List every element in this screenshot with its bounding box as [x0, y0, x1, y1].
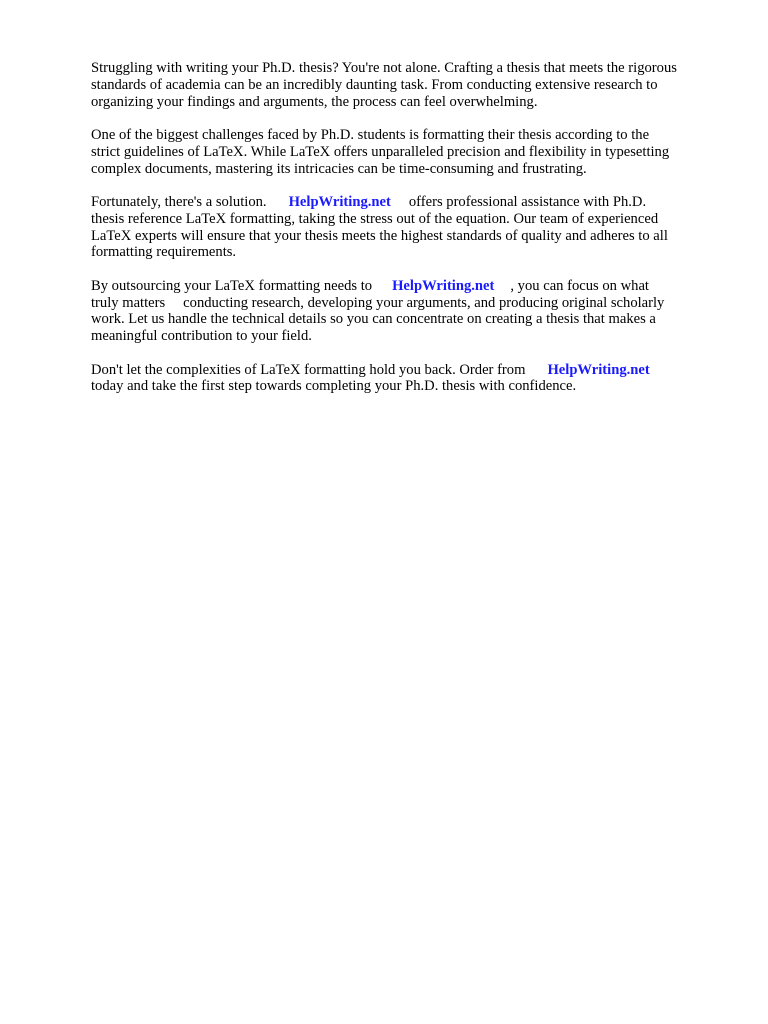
- paragraph-line: today and take the first step towards completing your Ph.D. thesis with confidence.: [91, 378, 577, 395]
- paragraph-line: LaTeX experts will ensure that your thesis meets the highest standards of quality and adheres to all: [91, 227, 668, 244]
- paragraph-line: Struggling with writing your Ph.D. thesis? You're not alone. Crafting a thesis that meets the rigorous: [91, 60, 677, 76]
- paragraph-line: formatting requirements.: [91, 244, 237, 261]
- text-segment: offers professional assistance with Ph.D.: [408, 193, 647, 210]
- text-segment: conducting research, developing your arguments, and producing original scholarly: [183, 294, 665, 311]
- paragraph-solution: [91, 194, 711, 261]
- paragraph-line: thesis reference LaTeX formatting, taking the stress out of the equation. Our team of experienced: [91, 210, 659, 227]
- paragraph-line: [91, 295, 711, 312]
- paragraph-line: organizing your findings and arguments, the process can feel overwhelming.: [91, 93, 538, 110]
- paragraph-line: strict guidelines of LaTeX. While LaTeX offers unparalleled precision and flexibility in typesetting: [91, 143, 670, 160]
- paragraph-line: standards of academia can be an incredibly daunting task. From conducting extensive research to: [91, 76, 658, 93]
- paragraph-line: [91, 194, 711, 211]
- text-segment: Fortunately, there's a solution.: [91, 193, 267, 210]
- paragraph-line: [91, 278, 711, 295]
- paragraph-line: meaningful contribution to your field.: [91, 328, 312, 345]
- paragraph-line: [91, 362, 711, 379]
- paragraph-line: work. Let us handle the technical details so you can concentrate on creating a thesis that makes a: [91, 311, 656, 328]
- text-segment: Don't let the complexities of LaTeX formatting hold you back. Order from: [91, 361, 526, 378]
- text-segment: truly matters: [91, 294, 166, 311]
- helpwriting-link[interactable]: HelpWriting.net: [547, 361, 650, 378]
- paragraph-call-to-action: [91, 362, 711, 396]
- paragraph-line: One of the biggest challenges faced by Ph.D. students is formatting their thesis according to the: [91, 126, 650, 143]
- paragraph-line: complex documents, mastering its intricacies can be time-consuming and frustrating.: [91, 160, 587, 177]
- paragraph-challenges: [91, 127, 711, 177]
- document-page: [91, 60, 711, 412]
- paragraph-intro: [91, 60, 711, 110]
- paragraph-outsourcing: [91, 278, 711, 345]
- helpwriting-link[interactable]: HelpWriting.net: [288, 193, 391, 210]
- helpwriting-link[interactable]: HelpWriting.net: [392, 277, 495, 294]
- text-segment: By outsourcing your LaTeX formatting needs to: [91, 277, 373, 294]
- text-segment: , you can focus on what: [510, 277, 649, 294]
